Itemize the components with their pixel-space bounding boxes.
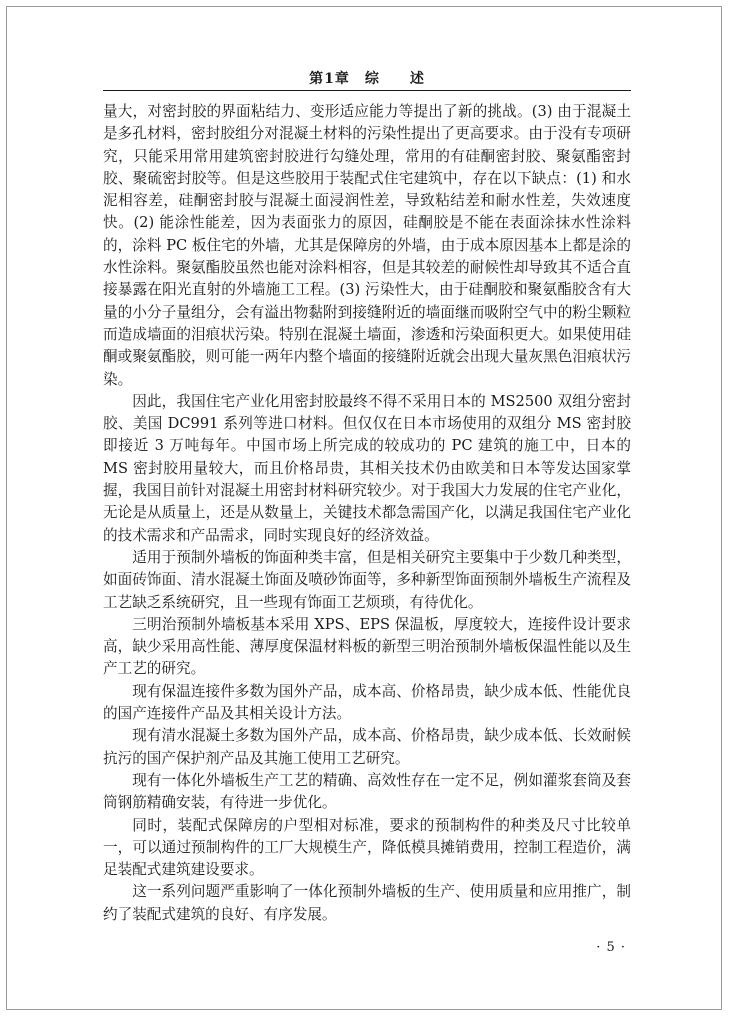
paragraph: 量大，对密封胶的界面粘结力、变形适应能力等提出了新的挑战。(3) 由于混凝土是多孔材料，密封胶组分对混凝土材料的污染性提出了更高要求。由于没有专项研究，只能采用常用建筑密封胶进行勾缝处理，常用的有硅酮密封胶、聚氨酯密封胶、聚硫密封胶等。但是这些胶用于装配式住宅建筑中，存在以下缺点：(1) 和水泥相容差，硅酮密封胶与混凝土面浸润性差，导致粘结差和耐水性差，失效速度快。(2) 能涂性能差，因为表面张力的原因，硅酮胶是不能在表面涂抹水性涂料的，涂料 PC 板住宅的外墙，尤其是保障房的外墙，由于成本原因基本上都是涂的水性涂料。聚氨酯胶虽然也能对涂料相容，但是其较差的耐候性却导致其不适合直接暴露在阳光直射的外墙施工工程。(3) 污染性大，由于硅酮胶和聚氨酯胶含有大量的小分子量组分，会有溢出物黏附到接缝附近的墙面继而吸附空气中的粉尘颗粒而造成墙面的泪痕状污染。特别在混凝土墙面，渗透和污染面积更大。如果使用硅酮或聚氨酯胶，则可能一两年内整个墙面的接缝附近就会出现大量灰黑色泪痕状污染。 xyxy=(103,103,631,388)
paragraph: 现有清水混凝土多数为国外产品，成本高、价格昂贵，缺少成本低、长效耐候抗污的国产保护剂产品及其施工使用工艺研究。 xyxy=(103,727,631,767)
paragraph: 因此，我国住宅产业化用密封胶最终不得不采用日本的 MS2500 双组分密封胶、美国 DC991 系列等进口材料。但仅仅在日本市场使用的双组分 MS 密封胶即接近 3 万吨每年。中国市场上所完成的较成功的 PC 建筑的施工中，日本的 MS 密封胶用量较大，而且价格昂贵，其相关技术仍由欧美和日本等发达国家掌握，我国目前针对混凝土用密封材料研究较少。对于我国大力发展的住宅产业化，无论是从质量上，还是从数量上，关键技术都急需国产化，以满足我国住宅产业化的技术需求和产品需求，同时实现良好的经济效益。 xyxy=(103,392,631,544)
paragraph: 现有保温连接件多数为国外产品，成本高、价格昂贵，缺少成本低、性能优良的国产连接件产品及其相关设计方法。 xyxy=(103,682,631,723)
running-header: 第1章 综 述 xyxy=(309,71,425,87)
paragraph: 现有一体化外墙板生产工艺的精确、高效性存在一定不足，例如灌浆套筒及套筒钢筋精确安装，有待进一步优化。 xyxy=(103,771,631,812)
paragraph: 适用于预制外墙板的饰面种类丰富，但是相关研究主要集中于少数几种类型，如面砖饰面、清水混凝土饰面及喷砂饰面等，多种新型饰面预制外墙板生产流程及工艺缺乏系统研究，且一些现有饰面工艺烦琐，有待优化。 xyxy=(103,548,631,611)
body-text xyxy=(103,101,631,926)
header-rule xyxy=(103,90,631,91)
paragraph: 同时，装配式保障房的户型相对标准，要求的预制构件的种类及尺寸比较单一，可以通过预制构件的工厂大规模生产，降低模具摊销费用，控制工程造价，满足装配式建筑建设要求。 xyxy=(103,816,631,879)
paragraph: 这一系列问题严重影响了一体化预制外墙板的生产、使用质量和应用推广，制约了装配式建筑的良好、有序发展。 xyxy=(103,883,631,923)
paragraph: 三明治预制外墙板基本采用 XPS、EPS 保温板，厚度较大，连接件设计要求高，缺少采用高性能、薄厚度保温材料板的新型三明治预制外墙板保温性能以及生产工艺的研究。 xyxy=(103,615,631,678)
page-number: · 5 · xyxy=(596,940,626,955)
